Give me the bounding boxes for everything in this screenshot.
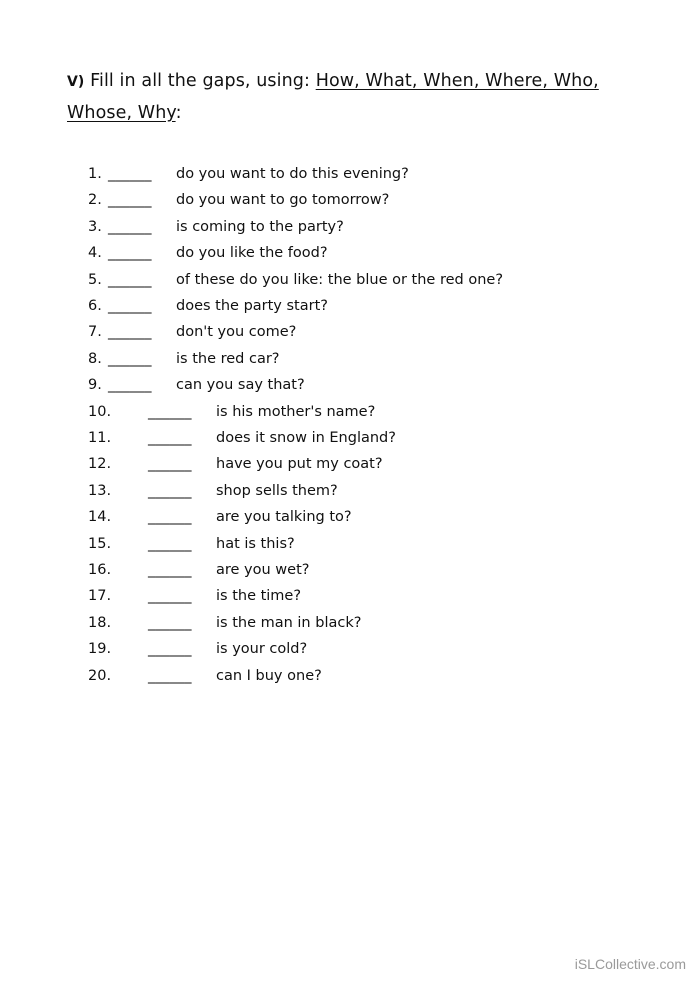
exercise-instruction: Fill in all the gaps, using: xyxy=(90,71,311,91)
question-number: 18. xyxy=(88,614,112,631)
answer-blank[interactable]: ______ xyxy=(108,271,152,288)
question-number: 6. xyxy=(88,298,102,314)
question-text: shop sells them? xyxy=(216,482,338,499)
question-text: is the man in black? xyxy=(216,614,362,631)
word-list-line1: How, What, When, Where, Who, xyxy=(315,71,599,91)
question-number: 7. xyxy=(88,324,102,341)
question-number: 9. xyxy=(88,377,102,394)
question-text: do you like the food? xyxy=(176,245,328,262)
answer-blank[interactable]: ______ xyxy=(148,535,192,552)
exercise-heading xyxy=(67,66,647,129)
answer-blank[interactable]: ______ xyxy=(108,218,152,235)
question-number: 19. xyxy=(88,641,112,658)
answer-blank[interactable]: ______ xyxy=(148,482,192,499)
answer-blank[interactable]: ______ xyxy=(148,430,192,446)
answer-blank[interactable]: ______ xyxy=(108,166,152,182)
answer-blank[interactable]: ______ xyxy=(148,403,192,420)
answer-blank[interactable]: ______ xyxy=(108,350,152,367)
answer-blank[interactable]: ______ xyxy=(108,377,152,394)
answer-blank[interactable]: ______ xyxy=(108,298,152,314)
question-text: can you say that? xyxy=(176,377,305,394)
answer-blank[interactable]: ______ xyxy=(148,641,192,658)
question-text: is the red car? xyxy=(176,350,280,367)
watermark: iSLCollective.com xyxy=(574,956,686,972)
answer-blank[interactable]: ______ xyxy=(148,614,192,631)
word-list-line2: Whose, Why xyxy=(67,103,176,123)
answer-blank[interactable]: ______ xyxy=(148,456,192,473)
answer-blank[interactable]: ______ xyxy=(108,245,152,262)
heading-colon: : xyxy=(175,103,182,123)
question-number: 16. xyxy=(88,562,112,578)
question-text: do you want to do this evening? xyxy=(176,166,409,182)
question-text: hat is this? xyxy=(216,535,295,552)
question-text: is his mother's name? xyxy=(216,403,376,420)
question-number: 17. xyxy=(88,588,112,605)
question-text: don't you come? xyxy=(176,324,297,341)
question-number: 3. xyxy=(88,218,102,235)
question-number: 4. xyxy=(88,245,102,262)
question-number: 20. xyxy=(88,667,112,684)
answer-blank[interactable]: ______ xyxy=(148,562,192,578)
answer-blank[interactable]: ______ xyxy=(108,324,152,341)
question-text: is coming to the party? xyxy=(176,218,344,235)
question-number: 8. xyxy=(88,350,102,367)
question-text: are you wet? xyxy=(216,562,310,578)
question-number: 14. xyxy=(88,509,112,526)
answer-blank[interactable]: ______ xyxy=(148,667,192,684)
question-number: 15. xyxy=(88,535,112,552)
question-number: 10. xyxy=(88,403,112,420)
question-text: are you talking to? xyxy=(216,509,352,526)
question-number: 5. xyxy=(88,271,102,288)
question-text: can I buy one? xyxy=(216,667,322,684)
question-text: do you want to go tomorrow? xyxy=(176,192,390,209)
question-text: does it snow in England? xyxy=(216,430,396,446)
exercise-number: V) xyxy=(67,74,85,90)
question-text: is your cold? xyxy=(216,641,308,658)
question-text: does the party start? xyxy=(176,298,328,314)
question-number: 12. xyxy=(88,456,112,473)
question-number: 2. xyxy=(88,192,102,209)
answer-blank[interactable]: ______ xyxy=(148,509,192,526)
question-text: is the time? xyxy=(216,588,302,605)
answer-blank[interactable]: ______ xyxy=(148,588,192,605)
question-number: 1. xyxy=(88,166,102,182)
question-number: 13. xyxy=(88,482,112,499)
question-number: 11. xyxy=(88,430,112,446)
question-text: have you put my coat? xyxy=(216,456,383,473)
answer-blank[interactable]: ______ xyxy=(108,192,152,209)
question-text: of these do you like: the blue or the red one? xyxy=(176,271,504,288)
